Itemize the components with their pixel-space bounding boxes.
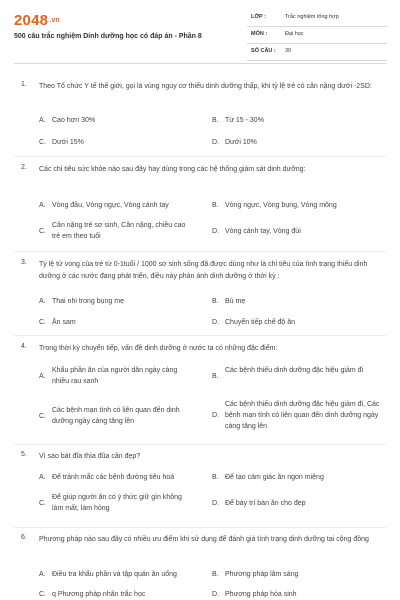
option-text: Vòng ngực, Vòng bụng, Vòng mông	[225, 202, 337, 209]
option-letter: C.	[39, 500, 46, 507]
option-text: Để giúp người ăn có ý thức giữ gìn không làm mất, làm hỏng	[52, 494, 182, 512]
option-text: Phương pháp hóa sinh	[225, 591, 297, 598]
option-text: Để tránh mắc các bệnh đường tiêu hoá	[52, 474, 175, 481]
question-text: Phương pháp nào sau đây có nhiều ưu điểm khi sử dụng để đánh giá tình trạng dinh dưỡng tại cộng đồng	[39, 536, 369, 543]
option-text: Dưới 10%	[225, 139, 257, 146]
question-number: 1.	[21, 81, 27, 88]
option-letter: B.	[212, 571, 219, 578]
option-letter: C.	[39, 228, 46, 235]
option-letter: B.	[212, 298, 219, 305]
meta-row-count	[247, 44, 387, 61]
meta-label: LỚP :	[251, 14, 266, 20]
question-separator	[14, 444, 386, 445]
logo-tld: .vn	[49, 17, 60, 24]
option-text: q Phương pháp nhân trắc học	[52, 591, 146, 598]
question-separator	[14, 251, 386, 252]
option-letter: A.	[39, 474, 46, 481]
question-number: 2.	[21, 164, 27, 171]
question-separator	[14, 335, 386, 336]
option-text: Để tạo cảm giác ăn ngon miệng	[225, 474, 324, 481]
option-letter: D.	[212, 139, 219, 146]
option-letter: C.	[39, 139, 46, 146]
header-divider	[14, 63, 386, 64]
option-text: Các bệnh thiếu dinh dưỡng đặc hiệu giảm đi, Các bệnh mạn tính có liên quan đến dinh dưỡng ngày càng tăng lên	[225, 401, 380, 430]
option-letter: C.	[39, 413, 46, 420]
option-text: Điều tra khẩu phần và tập quán ăn uống	[52, 571, 177, 578]
option-letter: D.	[212, 500, 219, 507]
meta-value: Đại học	[285, 31, 304, 37]
option-letter: B.	[212, 117, 219, 124]
option-text: Từ 15 - 30%	[225, 117, 264, 124]
option-text: Để bày trí bàn ăn cho đẹp	[225, 500, 306, 507]
option-letter: A.	[39, 117, 46, 124]
question-number: 6.	[21, 534, 27, 541]
option-text: Cân nặng trẻ sơ sinh, Cân nặng, chiều cao trẻ em theo tuổi	[52, 222, 186, 240]
option-letter: C.	[39, 319, 46, 326]
question-text: Tỷ lệ tử vong của trẻ từ 0-1tuổi / 1000 sơ sinh sống đã được dùng như là chỉ tiêu của tình trạng thiếu dinh dưỡng ở các nước đang phát triển, điều này phản ánh dinh dưỡng ở thời kỳ :	[39, 261, 368, 280]
option-text: Dưới 15%	[52, 139, 84, 146]
option-text: Phương pháp lâm sàng	[225, 571, 299, 578]
question-separator	[14, 156, 386, 157]
logo-main: 2048	[14, 12, 49, 29]
question-text: Vì sao bát đĩa thìa đũa cần đẹp?	[39, 453, 141, 460]
option-text: Vòng đầu, Vòng ngực, Vòng cánh tay	[52, 202, 169, 209]
option-text: Cao hơn 30%	[52, 117, 96, 124]
option-letter: A.	[39, 571, 46, 578]
site-logo[interactable]	[14, 12, 60, 29]
option-letter: C.	[39, 591, 46, 598]
meta-value: 30	[285, 48, 292, 54]
option-letter: A.	[39, 298, 46, 305]
option-letter: B.	[212, 474, 219, 481]
option-letter: D.	[212, 591, 219, 598]
option-letter: D.	[212, 228, 219, 235]
option-letter: B.	[212, 202, 219, 209]
meta-table	[247, 10, 387, 61]
option-letter: B.	[212, 373, 219, 380]
meta-value: Trắc nghiệm tổng hợp	[285, 14, 339, 20]
option-text: Các bệnh thiếu dinh dưỡng đặc hiệu giảm đi	[225, 367, 364, 374]
option-text: Vòng cánh tay, Vòng đùi	[225, 228, 301, 235]
question-number: 5.	[21, 451, 27, 458]
meta-label: SỐ CÂU :	[251, 48, 276, 54]
option-letter: D.	[212, 319, 219, 326]
meta-label: MÔN :	[251, 31, 268, 37]
option-text: Bú mẹ	[225, 298, 246, 305]
option-text: Chuyển tiếp chế độ ăn	[225, 319, 296, 326]
option-text: Thai nhi trong bụng mẹ	[52, 298, 124, 305]
question-text: Trong thời kỳ chuyển tiếp, vấn đề dinh dưỡng ở nước ta có những đặc điểm:	[39, 345, 278, 352]
option-letter: A.	[39, 373, 46, 380]
meta-row-subject	[247, 27, 387, 44]
question-text: Các chỉ tiêu sức khỏe nào sau đây hay dùng trong các hệ thống giám sát dinh dưỡng:	[39, 166, 306, 173]
option-letter: A.	[39, 202, 46, 209]
option-letter: D.	[212, 412, 219, 419]
question-number: 4.	[21, 343, 27, 350]
question-number: 3.	[21, 259, 27, 266]
option-text: Các bệnh mạn tính có liên quan đến dinh dưỡng ngày càng tăng lên	[52, 407, 180, 425]
question-text: Theo Tổ chức Y tế thế giới, gọi là vùng nguy cơ thiếu dinh dưỡng thấp, khi tỷ lệ trẻ có cân nặng dưới -2SD:	[39, 83, 372, 90]
question-separator	[14, 527, 386, 528]
document-title: 500 câu trắc nghiệm Dinh dưỡng học có đáp án - Phần 8	[14, 33, 202, 40]
meta-row-class	[247, 10, 387, 27]
option-text: Ăn sam	[52, 319, 76, 326]
option-text: Khẩu phần ăn của người dân ngày càng nhiều rau xanh	[52, 367, 178, 385]
